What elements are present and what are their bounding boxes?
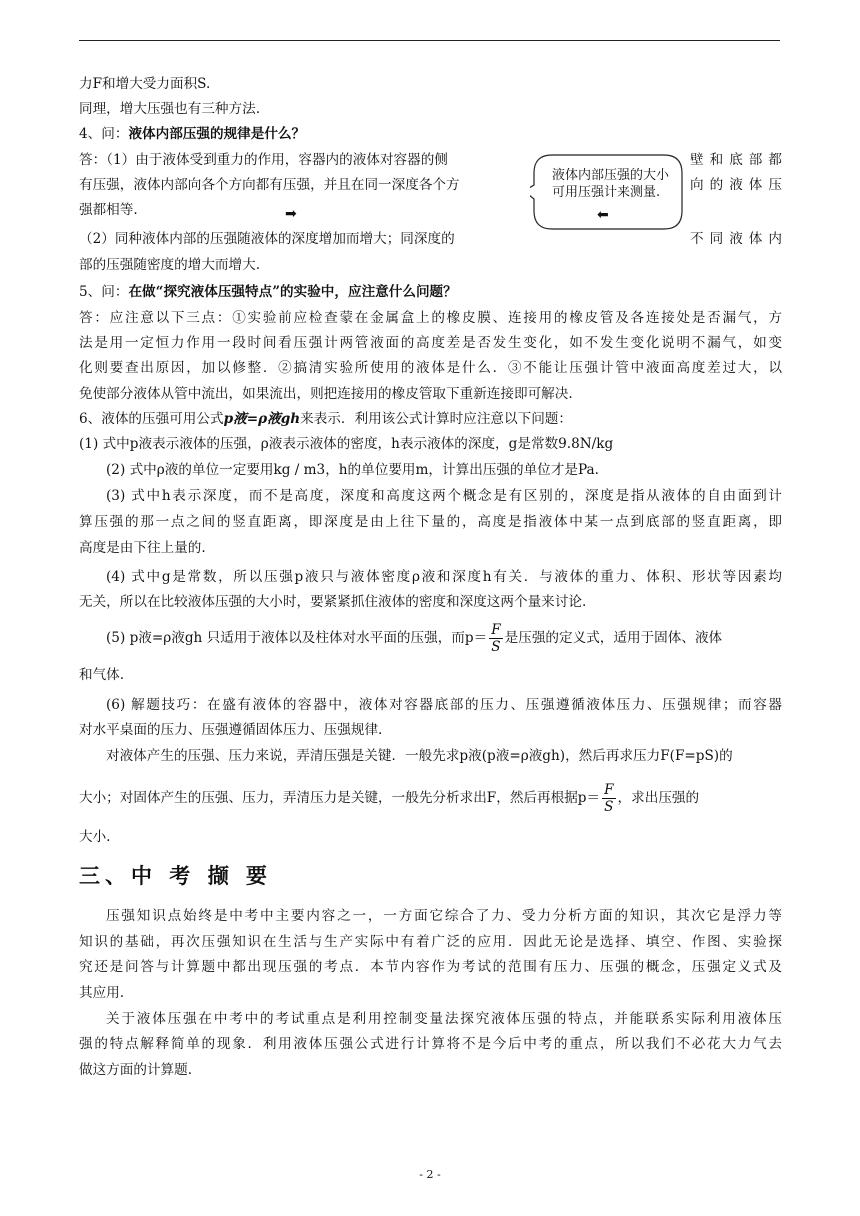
right-column-text: 向的液体压 — [690, 177, 782, 193]
right-column-text: 不同液体内 — [690, 231, 782, 247]
item-6-intro — [79, 410, 782, 428]
text-segment: (5) p液=ρ液gh 只适用于液体以及柱体对水平面的压强，而p＝ — [106, 630, 488, 646]
fraction — [489, 622, 502, 655]
text-line: (2) 式中ρ液的单位一定要用kg / m3，h的单位要用m，计算出压强的单位才是Pa. — [106, 462, 599, 478]
text-line — [79, 778, 782, 818]
text-line: 其应用. — [79, 985, 125, 1001]
question-5 — [79, 283, 782, 301]
text-line: 免使部分液体从管中流出，如果流出，则把连接用的橡皮管取下重新连接即可解决. — [79, 386, 573, 402]
text-line: 做这方面的计算题. — [79, 1062, 193, 1078]
item-6-5 — [106, 618, 782, 658]
text-line: 答：应注意以下三点：①实验前应检查蒙在金属盒上的橡皮膜、连接用的橡皮管及各连接处是否漏气，方 — [79, 310, 782, 326]
text-line: 和气体. — [79, 667, 125, 683]
question-text: 液体内部压强的规律是什么？ — [128, 126, 306, 142]
header-rule — [79, 40, 780, 41]
text-line: 法是用一定恒力作用一段时间看压强计两管液面的高度差是否发生变化，如不发生变化说明不漏气，如变 — [79, 335, 782, 351]
fraction-numerator: F — [491, 622, 501, 638]
formula: p液=ρ液gh — [223, 411, 301, 427]
text-line: 力F和增大受力面积S. — [79, 76, 211, 92]
text-line: 对液体产生的压强、压力来说，弄清压强是关键．一般先求p液(p液=ρ液gh)，然后再求压力F(F=pS)的 — [106, 748, 733, 764]
question-text: 在做“探究液体压强特点”的实验中，应注意什么问题？ — [128, 284, 457, 300]
text-line: 对水平桌面的压力、压强遵循固体压力、压强规律. — [79, 722, 383, 738]
intro-text: 来表示．利用该公式计算时应注意以下问题： — [300, 411, 572, 427]
text-line: 部的压强随密度的增大而增大. — [79, 257, 261, 273]
section-heading: 三、中 考 撷 要 — [79, 864, 272, 888]
text-line: 压强知识点始终是中考中主要内容之一，一方面它综合了力、受力分析方面的知识，其次它是浮力等 — [106, 908, 782, 924]
text-segment: ，求出压强的 — [617, 790, 700, 806]
text-line: 关于液体压强在中考中的考试重点是利用控制变量法探究液体压强的特点，并能联系实际利用液体压 — [106, 1011, 782, 1027]
text-line: 同理，增大压强也有三种方法. — [79, 101, 261, 117]
text-line: 究还是问答与计算题中都出现压强的考点．本节内容作为考试的范围有压力、压强的概念，压强定义式及 — [79, 959, 782, 975]
right-column-text: 壁和底部都 — [690, 152, 782, 168]
callout-text: 液体内部压强的大小可用压强计来测量. — [552, 168, 670, 200]
question-4 — [79, 125, 782, 143]
text-line: 知识的基础，再次压强知识在生活与生产实际中有着广泛的应用．因此无论是选择、填空、作图、实验探 — [79, 934, 782, 950]
text-line: 大小. — [79, 829, 111, 845]
question-label: 5、问： — [79, 284, 129, 300]
text-line: (3) 式中h表示深度，而不是高度，深度和高度这两个概念是有区别的，深度是指从液体的自由面到计 — [106, 488, 782, 504]
page-number: - 2 - — [419, 1168, 441, 1181]
fraction — [602, 782, 615, 815]
text-line: 化则要查出原因，加以修整．②搞清实验所使用的液体是什么．③不能让压强计管中液面高度差过大，以 — [79, 360, 782, 376]
text-line: 高度是由下往上量的. — [79, 540, 206, 556]
text-line: 答：（1）由于液体受到重力的作用，容器内的液体对容器的侧 — [79, 152, 448, 168]
fraction-denominator: S — [604, 799, 614, 815]
text-line: 无关，所以在比较液体压强的大小时，要紧紧抓住液体的密度和深度这两个量来讨论. — [79, 594, 587, 610]
text-line: 强都相等. — [79, 202, 138, 218]
text-line: (4) 式中g是常数，所以压强p液只与液体密度ρ液和深度h有关．与液体的重力、体积、形状等因素均 — [106, 569, 782, 585]
text-segment: 大小；对固体产生的压强、压力，弄清压力是关键，一般先分析求出F，然后再根据p＝ — [79, 790, 601, 806]
arrow-left-icon: ⬅ — [597, 207, 609, 223]
text-segment: 是压强的定义式，适用于固体、液体 — [504, 630, 723, 646]
question-label: 4、问： — [79, 126, 129, 142]
text-line: (1) 式中p液表示液体的压强，ρ液表示液体的密度，h表示液体的深度，g是常数9.8N/kg — [79, 436, 614, 452]
text-line: 算压强的那一点之间的竖直距离，即深度是由上往下量的，高度是指液体中某一点到底部的竖直距离，即 — [79, 514, 782, 530]
text-line: 有压强，液体内部向各个方向都有压强，并且在同一深度各个方 — [79, 177, 460, 193]
intro-text: 6、液体的压强可用公式 — [79, 411, 224, 427]
fraction-denominator: S — [491, 639, 501, 655]
arrow-right-icon: ➡ — [285, 206, 297, 222]
text-line: （2）同种液体内部的压强随液体的深度增加而增大；同深度的 — [79, 231, 455, 247]
fraction-numerator: F — [604, 782, 614, 798]
text-line: (6) 解题技巧：在盛有液体的容器中，液体对容器底部的压力、压强遵循液体压力、压强规律；而容器 — [106, 697, 782, 713]
text-line: 强的特点解释简单的现象．利用液体压强公式进行计算将不是今后中考的重点，所以我们不必花大力气去 — [79, 1036, 782, 1052]
